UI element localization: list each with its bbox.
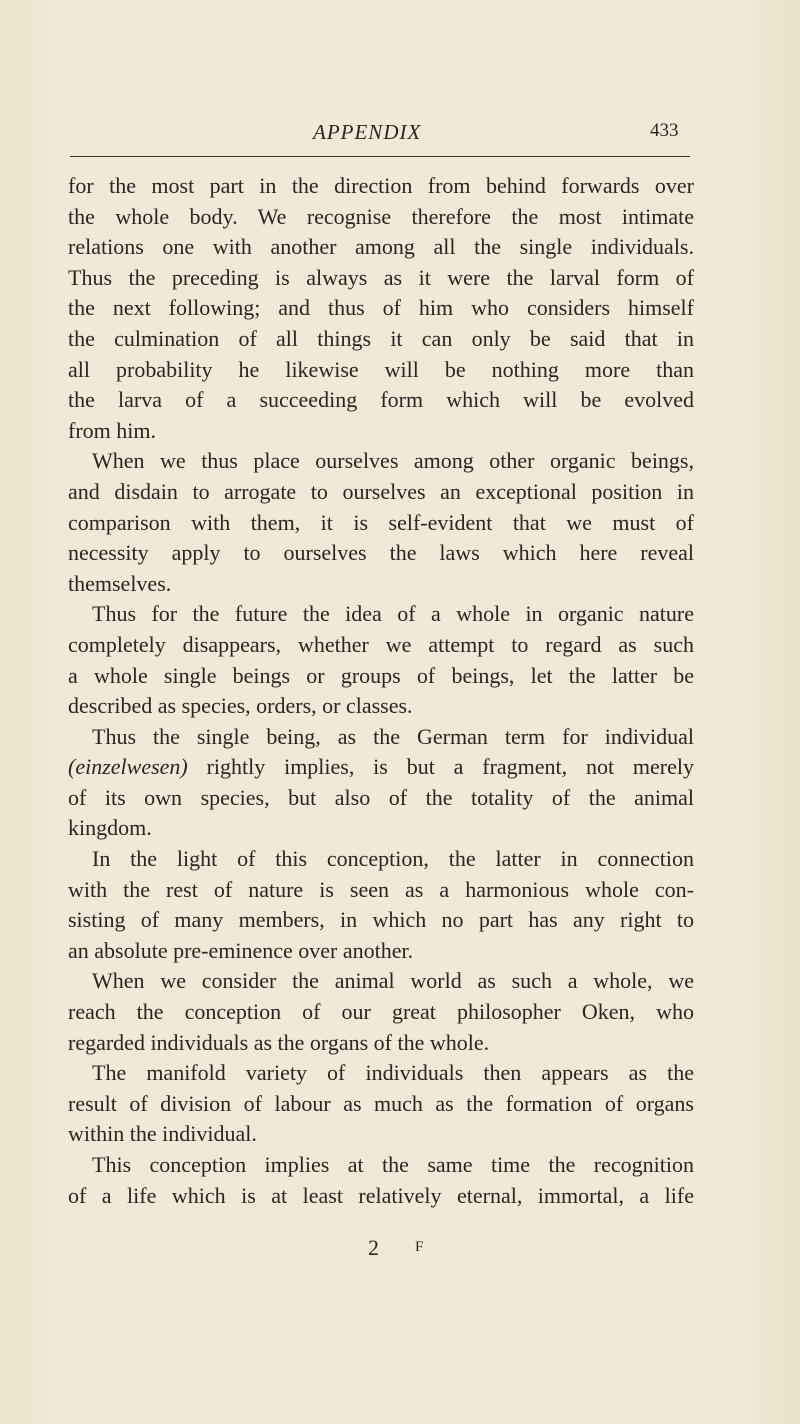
text-line: When we thus place ourselves among other organic beings, bbox=[92, 448, 694, 474]
text-line: Thus the single being, as the German term for individual bbox=[92, 723, 694, 749]
text-line: sisting of many members, in which no part has any right to bbox=[68, 907, 694, 933]
text-line-rest: rightly implies, is but a fragment, not merely bbox=[206, 754, 695, 780]
text-line: regarded individuals as the organs of the whole. bbox=[68, 1029, 490, 1055]
text-line: Thus the preceding is always as it were the larval form of bbox=[68, 264, 694, 290]
text-line: themselves. bbox=[68, 570, 172, 596]
text-line: for the most part in the direction from behind forwards over bbox=[68, 173, 694, 198]
text-line: When we consider the animal world as such a whole, we bbox=[92, 968, 694, 994]
text-line: result of division of labour as much as the formation of organs bbox=[68, 1090, 694, 1116]
text-line: an absolute pre-eminence over another. bbox=[68, 937, 414, 963]
text-line: completely disappears, whether we attempt to regard as such bbox=[68, 631, 694, 657]
signature-number: 2 bbox=[368, 1235, 379, 1260]
text-line: the whole body. We recognise therefore the most intimate bbox=[68, 203, 694, 229]
text-line: This conception implies at the same time the recognition bbox=[92, 1152, 694, 1177]
text-line: necessity apply to ourselves the laws which here reveal bbox=[68, 540, 694, 566]
text-line: Thus for the future the idea of a whole in organic nature bbox=[92, 601, 694, 627]
page-number: 433 bbox=[650, 120, 679, 141]
body-text bbox=[68, 171, 694, 1211]
text-line: within the individual. bbox=[68, 1121, 257, 1147]
text-line: In the light of this conception, the latter in connection bbox=[92, 846, 694, 872]
text-line: a whole single beings or groups of beings, let the latter be bbox=[68, 662, 694, 688]
text-line: and disdain to arrogate to ourselves an exceptional position in bbox=[68, 478, 694, 504]
text-line: of its own species, but also of the totality of the animal bbox=[68, 784, 694, 810]
text-line bbox=[68, 752, 694, 783]
running-head: APPENDIX bbox=[313, 120, 422, 144]
page-header bbox=[0, 120, 800, 150]
text-line: the larva of a succeeding form which will be evolved bbox=[68, 387, 694, 413]
italic-term: (einzelwesen) bbox=[68, 754, 188, 780]
text-line: the culmination of all things it can only be said that in bbox=[68, 325, 694, 351]
signature-letter: F bbox=[415, 1239, 424, 1255]
text-line: of a life which is at least relatively eternal, immortal, a life bbox=[68, 1182, 694, 1208]
text-line: the next following; and thus of him who considers himself bbox=[68, 295, 694, 321]
text-line: described as species, orders, or classes. bbox=[68, 693, 413, 719]
text-line: with the rest of nature is seen as a harmonious whole con- bbox=[68, 876, 694, 902]
text-line: relations one with another among all the single individuals. bbox=[68, 234, 694, 260]
text-line: reach the conception of our great philosopher Oken, who bbox=[68, 999, 694, 1025]
text-line: from him. bbox=[68, 417, 156, 443]
text-line: all probability he likewise will be nothing more than bbox=[68, 356, 694, 382]
text-line: The manifold variety of individuals then appears as the bbox=[92, 1060, 694, 1086]
text-line: kingdom. bbox=[68, 815, 152, 841]
header-rule bbox=[70, 156, 690, 157]
signature-mark bbox=[0, 1235, 800, 1265]
text-line: comparison with them, it is self-evident that we must of bbox=[68, 509, 694, 535]
